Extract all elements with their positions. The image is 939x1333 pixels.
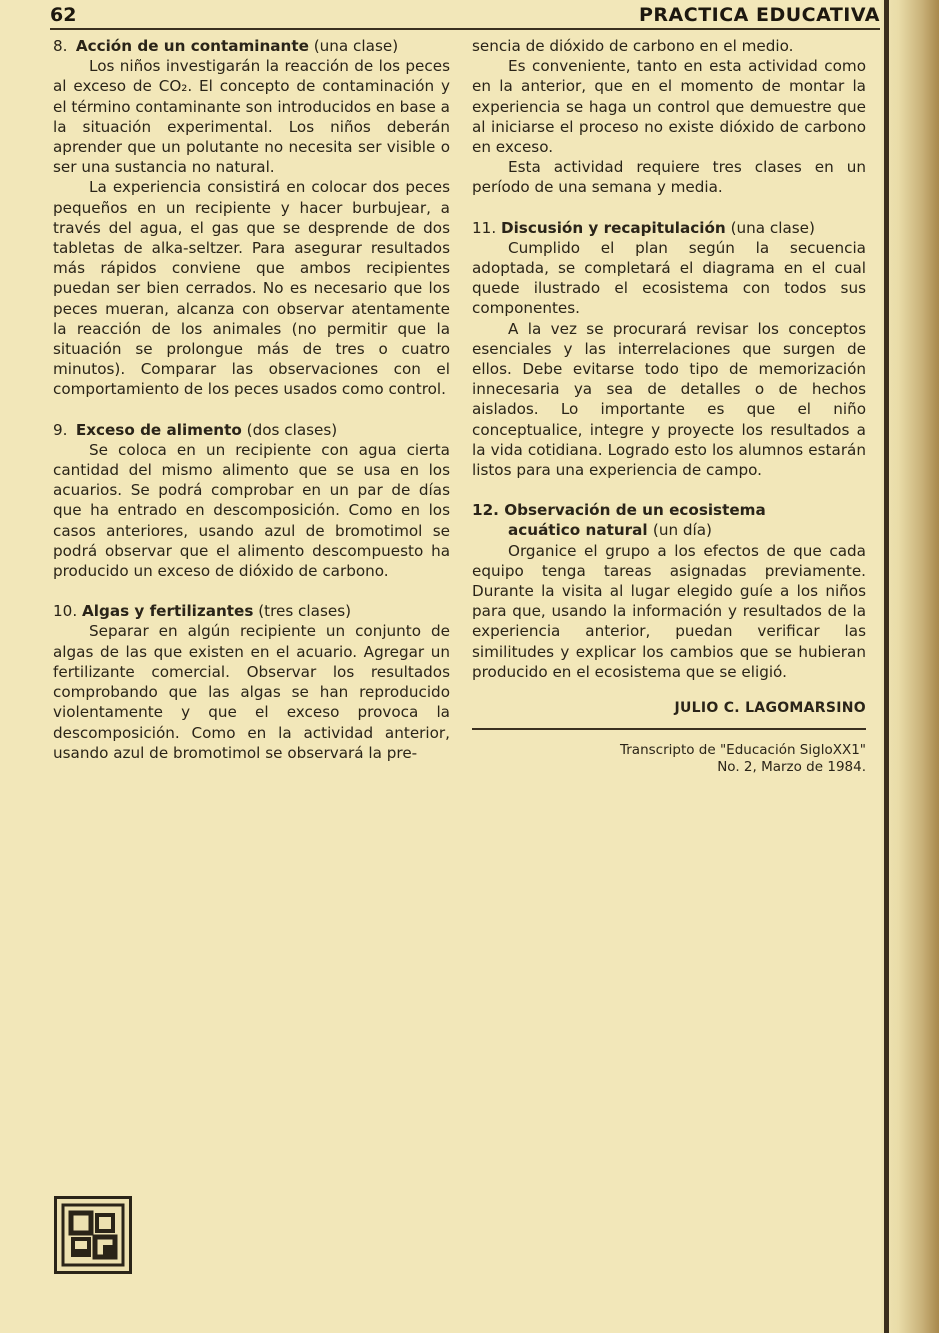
page-binding-edge — [884, 0, 889, 1333]
section-12-heading — [472, 500, 866, 540]
right-column — [472, 36, 866, 776]
section-10-heading — [53, 601, 450, 621]
section-8-paragraph-1: Los niños investigarán la reacción de los peces al exceso de CO₂. El concepto de contaminación y el término contaminante son introducidos en base a la situación experimental. Los niños deberán aprender que un polutante no necesita ser visible o ser una sustancia no natural. — [53, 57, 450, 177]
source-credit-line-2: No. 2, Marzo de 1984. — [717, 759, 866, 776]
section-11-duration: (una clase) — [730, 218, 815, 237]
section-8-title: Acción de un contaminante — [75, 37, 309, 55]
section-12-title-line-1: Observación de un ecosistema — [504, 501, 766, 520]
header-rule — [50, 28, 880, 30]
section-12-duration: (un día) — [652, 521, 712, 540]
publisher-logo-mark — [57, 1199, 129, 1271]
section-8-paragraph-2: La experiencia consistirá en colocar dos peces pequeños en un recipiente y hacer burbujear, a través del agua, el gas que se desprende de dos tabletas de alka-seltzer. Para asegurar resultados más rápidos conviene que ambos recipientes puedan ser bien cerrados. No es necesario que los peces mueran, alcanza con observar atentamente la reacción de los animales (no permitir que la situación se prolongue más de tres o cuatro minutos). Comparar las observaciones con el comportamiento de los peces usados como control. — [53, 178, 450, 399]
section-11-heading — [472, 218, 866, 238]
section-10-continuation: sencia de dióxido de carbono en el medio. — [472, 37, 794, 55]
section-11-paragraph-2: A la vez se procurará revisar los conceptos esenciales y las interrelaciones que surgen de ellos. Debe evitarse todo tipo de memorización innecesaria ya sea de detalles o de hechos aislados. Lo importante es que el niño conceptualice, integre y proyecte los resultados a la vida cotidiana. Logrado esto los alumnos estarán listos para una experiencia de campo. — [472, 319, 866, 480]
credit-rule — [472, 728, 866, 730]
section-8-duration: (una clase) — [313, 37, 399, 55]
section-8-heading — [53, 36, 450, 56]
page-header — [50, 4, 880, 30]
section-12-title-line-2: acuático natural — [508, 521, 648, 540]
section-11-number: 11. — [472, 218, 497, 237]
section-11-paragraph-1: Cumplido el plan según la secuencia adoptada, se completará el diagrama en el cual quede ilustrado el ecosistema con todos sus componentes. — [472, 238, 866, 318]
left-column — [53, 36, 450, 763]
section-12-number: 12. — [472, 501, 499, 520]
section-10-paragraph-2: Es conveniente, tanto en esta actividad como en la anterior, que en el momento de montar la experiencia se haga un control que demuestre que al iniciarse el proceso no existe dióxido de carbono en exceso. — [472, 57, 866, 157]
section-9-heading — [53, 420, 450, 440]
section-10-number: 10. — [53, 602, 78, 621]
section-8-number: 8. — [53, 37, 68, 55]
publisher-logo — [54, 1196, 132, 1274]
section-10-title: Algas y fertilizantes — [81, 602, 254, 621]
section-10-duration: (tres clases) — [258, 602, 352, 621]
page-number: 62 — [50, 4, 77, 26]
section-10-paragraph-3: Esta actividad requiere tres clases en un período de una semana y media. — [472, 158, 866, 197]
running-head: PRACTICA EDUCATIVA — [639, 4, 880, 26]
author-signature: JULIO C. LAGOMARSINO — [674, 700, 866, 717]
page-edge-shadow — [881, 0, 939, 1333]
section-9-duration: (dos clases) — [246, 420, 338, 439]
section-11-title: Discusión y recapitulación — [500, 218, 726, 237]
source-credit — [472, 742, 866, 776]
section-12-paragraph-1: Organice el grupo a los efectos de que cada equipo tenga tareas asignadas previamente. Durante la visita al lugar elegido guíe a los niños para que, usando la información y resultados de la experiencia anterior, puedan verificar las similitudes y explicar los cambios que se hubieran producido en el ecosistema que se eligió. — [472, 541, 866, 681]
source-credit-line-1: Transcripto de "Educación SigloXX1" — [619, 742, 866, 759]
section-12-title-line-2-wrap — [472, 520, 866, 540]
section-9-paragraph-1: Se coloca en un recipiente con agua cierta cantidad del mismo alimento que se usa en los acuarios. Se podrá comprobar en un par de días que ha entrado en descomposición. Como en los casos anteriores, usando azul de bromotimol se podrá observar que el alimento descompuesto ha producido un exceso de dióxido de carbono. — [53, 440, 450, 581]
section-9-number: 9. — [53, 420, 68, 439]
section-10-paragraph-1: Separar en algún recipiente un conjunto de algas de las que existen en el acuario. Agregar un fertilizante comercial. Observar los resultados comprobando que las algas se han reproducido violentamente y que el exceso provoca la descomposición. Como en la actividad anterior, usando azul de bromotimol se observará la pre- — [53, 622, 450, 762]
section-9-title: Exceso de alimento — [75, 420, 242, 439]
